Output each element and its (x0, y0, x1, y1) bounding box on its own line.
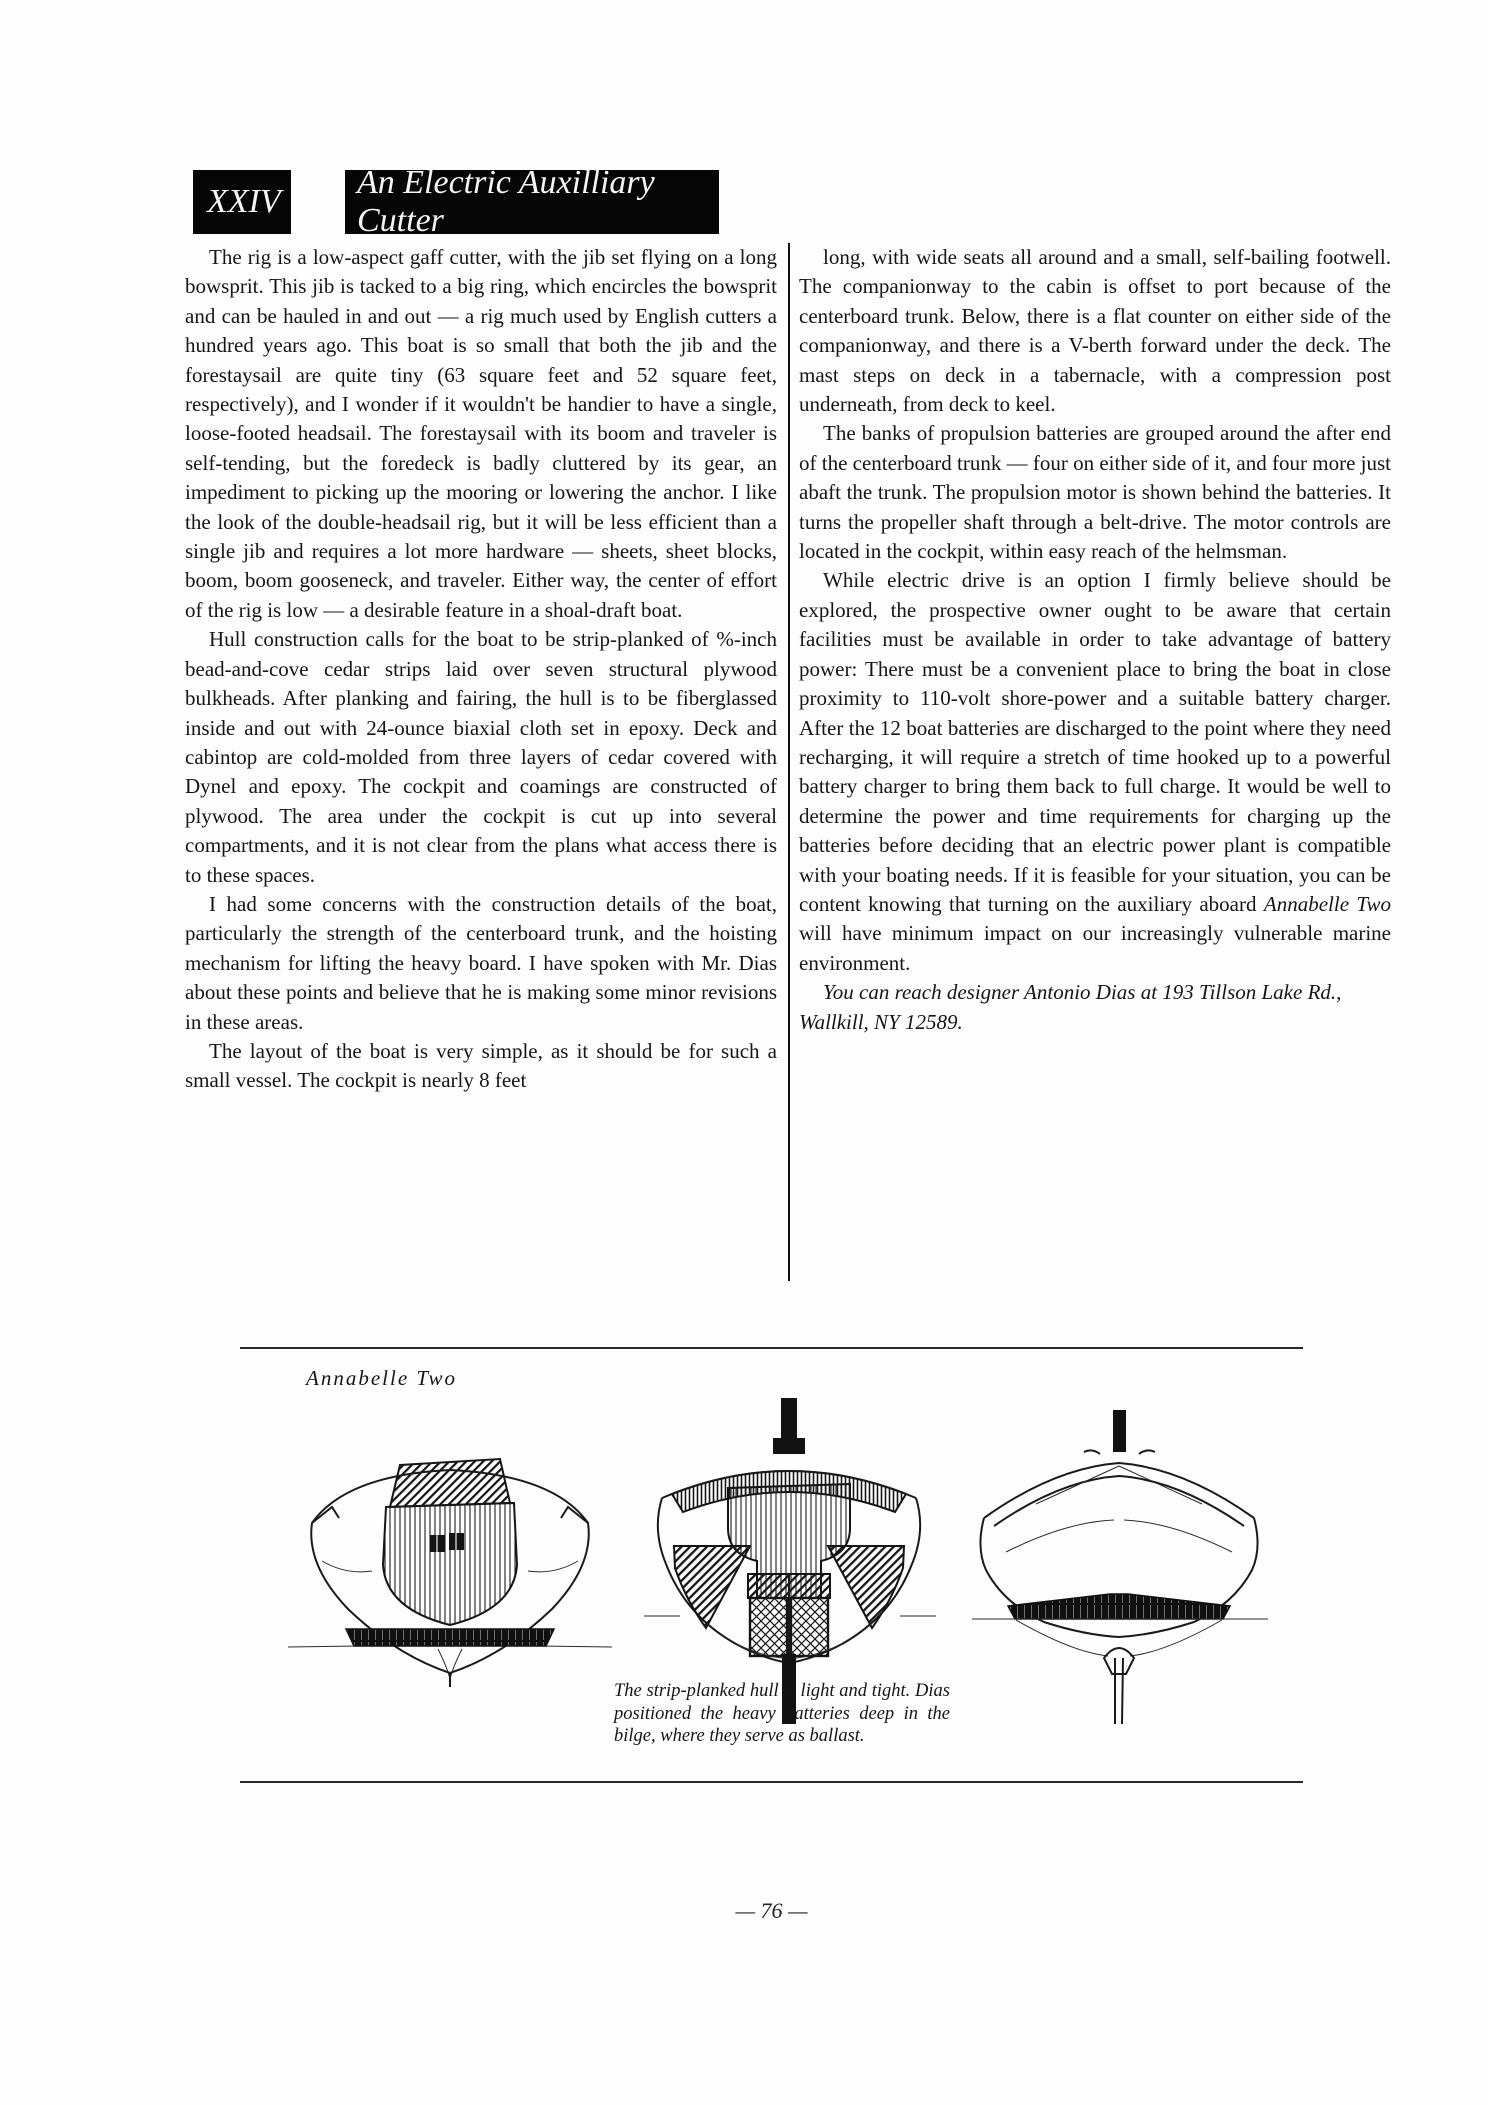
chapter-number-badge (193, 170, 291, 234)
hull-drawing-bow-view (288, 1443, 612, 1688)
hull-drawing-midship-section (644, 1396, 936, 1726)
chapter-number: XXIV (207, 183, 281, 220)
paragraph: Hull construction calls for the boat to be strip-planked of %-inch bead-and-cove cedar strips laid over seven structural plywood bulkheads. After planking and fairing, the hull is to be fiberglassed inside and out with 24-ounce biaxial cloth set in epoxy. Deck and cabintop are cold-molded from three layers of cedar covered with Dynel and epoxy. The cockpit and coamings are constructed of plywood. The area under the cockpit is cut up into several compartments, and it is not clear from the plans what access there is to these spaces. (185, 627, 777, 887)
article-title-banner (345, 164, 719, 239)
paragraph: I had some concerns with the construction details of the boat, particularly the strength of the centerboard trunk, and the hoisting mechanism for lifting the heavy board. I have spoken with Mr. Dias about these points and believe that he is making some minor revisions in these areas. (185, 891, 777, 1034)
left-text-column (185, 243, 777, 1096)
paragraph: The banks of propulsion batteries are grouped around the after end of the centerboard trunk — four on either side of it, and four more just abaft the trunk. The propulsion motor is shown behind the batteries. It turns the propeller shaft through a belt-drive. The motor controls are located in the cockpit, within easy reach of the helmsman. (799, 421, 1391, 564)
column-divider-rule (788, 243, 790, 1281)
figure-caption: The strip-planked hull is light and tight. Dias positioned the heavy batteries deep in the bilge, where they serve as ballast. (614, 1681, 950, 1746)
paragraph (799, 566, 1391, 978)
designer-contact-note: You can reach designer Antonio Dias at 193 Tillson Lake Rd., Wallkill, NY 12589. (799, 980, 1342, 1034)
paragraph: long, with wide seats all around and a small, self-bailing footwell. The companionway to the cabin is offset to port because of the centerboard trunk. Below, there is a flat counter on either side of the companionway, and there is a V-berth forward under the deck. The mast steps on deck in a tabernacle, with a compression post underneath, from deck to keel. (799, 245, 1391, 417)
paragraph: The rig is a low-aspect gaff cutter, with the jib set flying on a long bowsprit. This jib is tacked to a big ring, which encircles the bowsprit and can be hauled in and out — a rig much used by English cutters a hundred years ago. This boat is so small that both the jib and the forestaysail are quite tiny (63 square feet and 52 square feet, respectively), and I wonder if it wouldn't be handier to have a single, loose-footed headsail. The forestaysail with its boom and traveler is self-tending, but the foredeck is badly cluttered by its gear, an impediment to picking up the mooring or lowering the anchor. I like the look of the double-headsail rig, but it will be less efficient than a single jib and requires a lot more hardware — sheets, sheet blocks, boom, boom gooseneck, and traveler. Either way, the center of effort of the rig is low — a desirable feature in a shoal-draft boat. (185, 245, 777, 622)
paragraph-text: While electric drive is an option I firmly believe should be explored, the prospective owner ought to be aware that certain facilities must be available in order to take advantage of battery power: There must be a convenient place to bring the boat in close proximity to 110-volt shore-power and a suitable battery charger. After the 12 boat batteries are discharged to the point where they need recharging, it will require a stretch of time hooked up to a powerful battery charger to bring them back to full charge. It would be well to determine the power and time requirements for charging up the batteries before deciding that an electric power plant is compatible with your boating needs. If it is feasible for your situation, you can be content knowing that turning on the auxiliary aboard (799, 568, 1391, 916)
paragraph: The layout of the boat is very simple, as it should be for such a small vessel. The cockpit is nearly 8 feet (185, 1038, 777, 1093)
figure-bottom-rule (240, 1781, 1303, 1783)
paragraph-text: will have minimum impact on our increasingly vulnerable marine environment. (799, 921, 1391, 975)
boat-name-italic: Annabelle Two (1263, 891, 1392, 916)
page-number: — 76 — (735, 1898, 808, 1923)
hull-drawing-stern-centerboard (972, 1406, 1268, 1728)
article-title: An Electric Auxilliary Cutter (357, 164, 655, 239)
figure-top-rule (240, 1347, 1303, 1349)
figure-boat-name-label: Annabelle Two (306, 1366, 458, 1390)
right-text-column (799, 243, 1391, 1037)
